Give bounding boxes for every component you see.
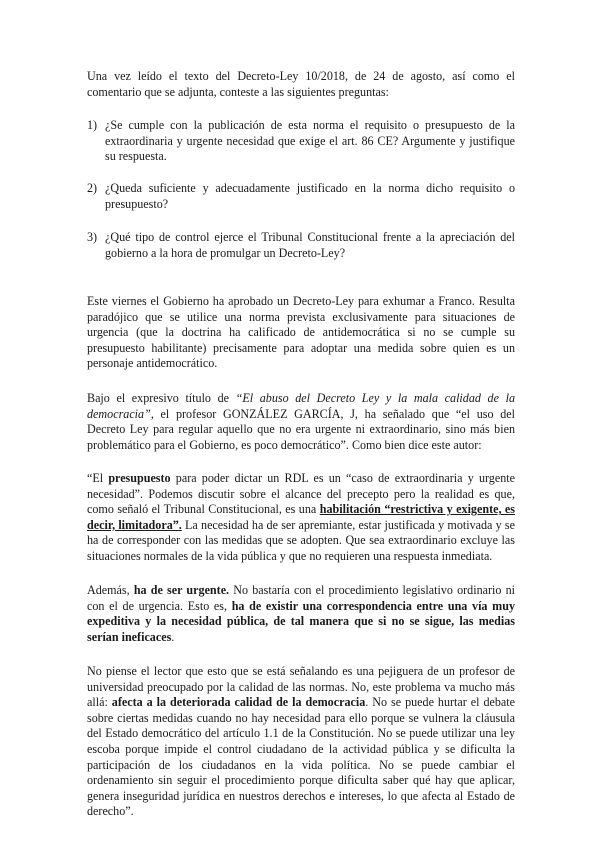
quote1-text-c: para poder dictar un RDL es un “caso de extraordinaria y urgente necesidad”. Podemos discutir sobre el alcance del precepto pero la realidad es que, como señaló el Tribunal Constitucional, es una — [87, 471, 515, 517]
paragraph-gonzalez-text-a: Bajo el expresivo título de — [87, 391, 236, 405]
quote-paragraph-2 — [87, 583, 515, 645]
quote1-text-a: “El — [87, 471, 109, 485]
quote3-text-c: . No se puede hurtar el debate sobre ciertas medidas cuando no hay necesidad para ello porque se vulnera la cláusula del Estado democrático del artículo 1.1 de la Constitución. No se puede utilizar una ley escoba porque impide el control ciudadano de la actividad pública y se dificulta la participación de los ciudadanos en la vida política. No se puede cambiar el ordenamiento sin seguir el procedimiento porque dificulta saber qué hay que aplicar, genera inseguridad jurídica en nuestros derechos e intereses, lo que afecta al Estado de derecho”. — [87, 695, 516, 819]
intro-paragraph: Una vez leído el texto del Decreto-Ley 10/2018, de 24 de agosto, así como el comentario que se adjunta, conteste a las siguientes preguntas: — [87, 69, 515, 99]
question-1-number: 1) — [87, 118, 98, 132]
article-title: “El abuso del Decreto Ley y la mala calidad de la democracia” — [87, 391, 515, 421]
paragraph-gonzalez-text-b: , el profesor GONZÁLEZ GARCÍA, J, ha señalado que “el uso del Decreto Ley para regular aquello que no era urgente ni extraordinario, sino más bien problemático para el Gobierno, es poco democrático”. Como bien dice este autor: — [87, 406, 515, 452]
quote1-text-d: La necesidad ha de ser apremiante, estar justificada y motivada y se ha de corresponder con las medidas que se adopten. Que sea extraordinario excluye las situaciones normales de la vida pública y que no requieren una respuesta inmediata. — [87, 517, 515, 563]
question-3-number: 3) — [87, 230, 98, 244]
quote2-text-c: No bastaría con el procedimiento legislativo ordinario ni con el de urgencia. Esto es, — [87, 583, 515, 613]
question-2-number: 2) — [87, 181, 98, 195]
quote2-bold-correspondencia: ha de existir una correspondencia entre una vía muy expeditiva y la necesidad pública, de tal manera que si no se sigue, las medias serían ineficaces — [87, 598, 516, 644]
quote1-bold-habilitacion: habilitación “restrictiva y exigente, es decir, limitadora”. — [87, 502, 516, 532]
question-2-text: ¿Queda suficiente y adecuadamente justificado en la norma dicho requisito o presupuesto? — [105, 181, 515, 211]
question-1-text: ¿Se cumple con la publicación de esta norma el requisito o presupuesto de la extraordinaria y urgente necesidad que exige el art. 86 CE? Argumente y justifique su respuesta. — [105, 118, 515, 164]
question-3-text: ¿Qué tipo de control ejerce el Tribunal Constitucional frente a la apreciación del gobierno a la hora de promulgar un Decreto-Ley? — [105, 230, 515, 260]
quote-paragraph-1 — [87, 471, 515, 565]
quote-paragraph-3 — [87, 664, 515, 820]
paragraph-franco: Este viernes el Gobierno ha aprobado un Decreto-Ley para exhumar a Franco. Resulta paradójico que se utilice una norma prevista exclusivamente para situaciones de urgencia (que la doctrina ha calificado de antidemocrática si no se cumple su presupuesto habilitante) precisamente para adoptar una medida sobre quien es un personaje antidemocrático. — [87, 294, 515, 371]
quote3-bold-calidad: afecta a la deteriorada calidad de la democracia — [111, 695, 366, 710]
paragraph-gonzalez-garcia — [87, 391, 515, 453]
quote2-bold-urgente: ha de ser urgente. — [133, 583, 230, 597]
quote1-bold-presupuesto: presupuesto — [108, 471, 171, 485]
quote2-text-a: Además, — [87, 583, 134, 597]
quote3-text-a: No piense el lector que esto que se está señalando es una pejiguera de un profesor de universidad preocupado por la calidad de las normas. No, este problema va mucho más allá: — [87, 664, 515, 710]
quote2-text-d: . — [171, 629, 175, 644]
